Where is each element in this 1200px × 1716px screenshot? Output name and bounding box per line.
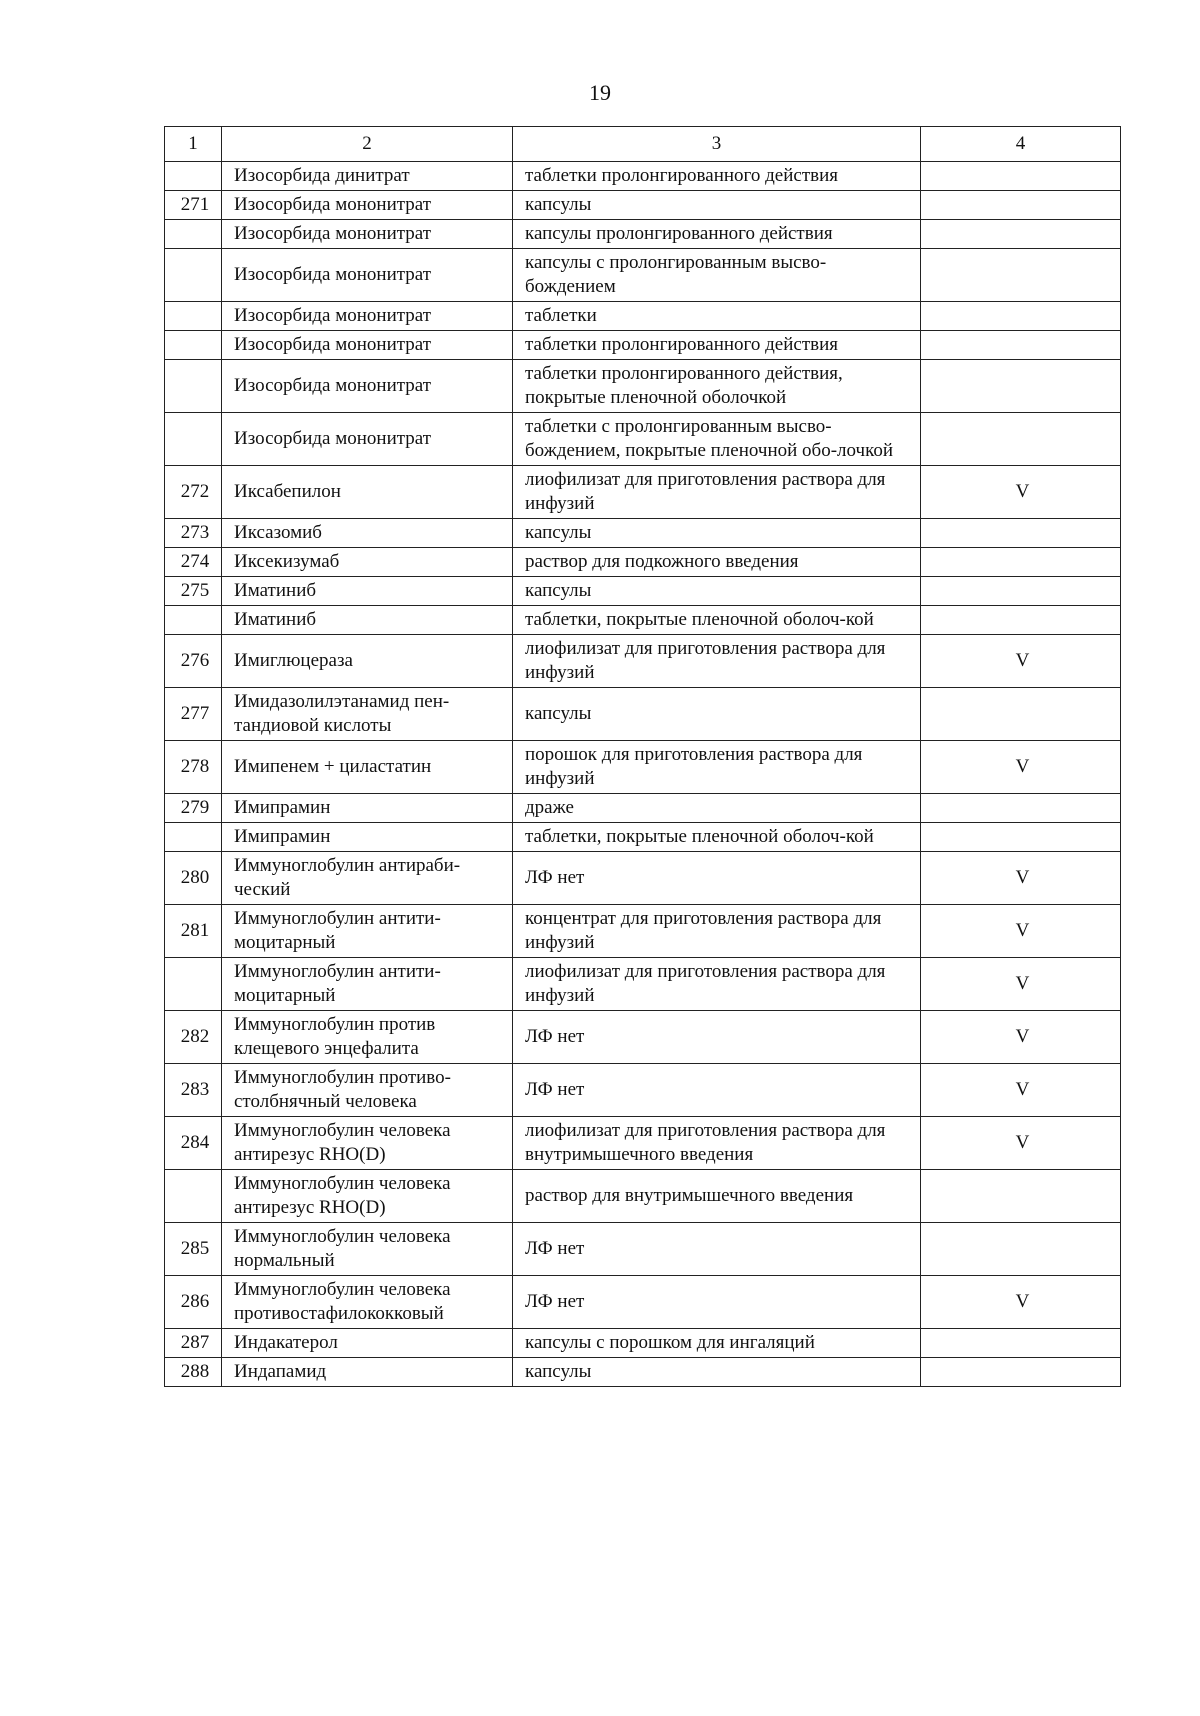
- table-row: [165, 1064, 1121, 1117]
- mark-cell: [921, 548, 1121, 577]
- drug-name: Индакатерол: [222, 1329, 513, 1358]
- dosage-form: драже: [513, 794, 921, 823]
- drug-name: Иксабепилон: [222, 466, 513, 519]
- table-row: [165, 958, 1121, 1011]
- mark-cell: [921, 331, 1121, 360]
- drug-name: Иматиниб: [222, 577, 513, 606]
- table-row: [165, 162, 1121, 191]
- dosage-form: капсулы с порошком для ингаляций: [513, 1329, 921, 1358]
- mark-cell: [921, 1329, 1121, 1358]
- table-row: [165, 191, 1121, 220]
- drug-name: Изосорбида мононитрат: [222, 191, 513, 220]
- dosage-form: ЛФ нет: [513, 1011, 921, 1064]
- dosage-form: капсулы пролонгированного действия: [513, 220, 921, 249]
- dosage-form: таблетки: [513, 302, 921, 331]
- mark-cell: [921, 360, 1121, 413]
- row-number: [165, 331, 222, 360]
- mark-cell: [921, 162, 1121, 191]
- dosage-form: капсулы: [513, 1358, 921, 1387]
- table-body: [165, 162, 1121, 1387]
- column-header: 1: [165, 127, 222, 162]
- table-row: [165, 577, 1121, 606]
- dosage-form: таблетки пролонгированного действия: [513, 162, 921, 191]
- column-header: 3: [513, 127, 921, 162]
- dosage-form: капсулы: [513, 519, 921, 548]
- row-number: [165, 302, 222, 331]
- drug-name: Изосорбида мононитрат: [222, 220, 513, 249]
- drug-name: Изосорбида мононитрат: [222, 249, 513, 302]
- row-number: 280: [165, 852, 222, 905]
- table-row: [165, 905, 1121, 958]
- dosage-form: ЛФ нет: [513, 1276, 921, 1329]
- dosage-form: раствор для подкожного введения: [513, 548, 921, 577]
- page-number: 19: [589, 80, 611, 105]
- dosage-form: лиофилизат для приготовления раствора для инфузий: [513, 958, 921, 1011]
- row-number: 283: [165, 1064, 222, 1117]
- row-number: 271: [165, 191, 222, 220]
- drug-name: Иматиниб: [222, 606, 513, 635]
- drug-name: Индапамид: [222, 1358, 513, 1387]
- row-number: [165, 958, 222, 1011]
- drug-name: Иксазомиб: [222, 519, 513, 548]
- drug-name: Иксекизумаб: [222, 548, 513, 577]
- table-row: [165, 1223, 1121, 1276]
- table-row: [165, 519, 1121, 548]
- table-row: [165, 688, 1121, 741]
- row-number: 278: [165, 741, 222, 794]
- row-number: [165, 1170, 222, 1223]
- drug-name: Изосорбида динитрат: [222, 162, 513, 191]
- drug-name: Иммуноглобулин антити-моцитарный: [222, 958, 513, 1011]
- table-row: [165, 823, 1121, 852]
- row-number: 272: [165, 466, 222, 519]
- dosage-form: капсулы: [513, 577, 921, 606]
- drug-name: Иммуноглобулин антити-моцитарный: [222, 905, 513, 958]
- mark-cell: [921, 220, 1121, 249]
- row-number: [165, 249, 222, 302]
- row-number: 284: [165, 1117, 222, 1170]
- mark-cell: [921, 302, 1121, 331]
- mark-cell: [921, 577, 1121, 606]
- drug-name: Изосорбида мононитрат: [222, 331, 513, 360]
- row-number: 279: [165, 794, 222, 823]
- drug-name: Имипенем + циластатин: [222, 741, 513, 794]
- table-row: [165, 413, 1121, 466]
- dosage-form: ЛФ нет: [513, 1223, 921, 1276]
- row-number: [165, 606, 222, 635]
- drug-name: Иммуноглобулин противо-столбнячный человека: [222, 1064, 513, 1117]
- mark-cell: [921, 413, 1121, 466]
- dosage-form: концентрат для приготовления раствора для инфузий: [513, 905, 921, 958]
- column-header: 4: [921, 127, 1121, 162]
- drug-name: Изосорбида мононитрат: [222, 360, 513, 413]
- row-number: 275: [165, 577, 222, 606]
- table-row: [165, 635, 1121, 688]
- mark-cell: [921, 191, 1121, 220]
- column-header: 2: [222, 127, 513, 162]
- table-row: [165, 331, 1121, 360]
- dosage-form: таблетки, покрытые пленочной оболоч-кой: [513, 823, 921, 852]
- mark-cell: [921, 1223, 1121, 1276]
- table-row: [165, 466, 1121, 519]
- row-number: 287: [165, 1329, 222, 1358]
- table-row: [165, 302, 1121, 331]
- table-row: [165, 360, 1121, 413]
- table-row: [165, 1358, 1121, 1387]
- mark-cell: [921, 688, 1121, 741]
- table-row: [165, 1329, 1121, 1358]
- dosage-form: капсулы с пролонгированным высво-бождением: [513, 249, 921, 302]
- table-row: [165, 548, 1121, 577]
- dosage-form: ЛФ нет: [513, 852, 921, 905]
- dosage-form: раствор для внутримышечного введения: [513, 1170, 921, 1223]
- row-number: 277: [165, 688, 222, 741]
- mark-cell: V: [921, 466, 1121, 519]
- drug-name: Имипрамин: [222, 823, 513, 852]
- row-number: 274: [165, 548, 222, 577]
- table-row: [165, 249, 1121, 302]
- drug-name: Иммуноглобулин человека антирезус RHO(D): [222, 1170, 513, 1223]
- mark-cell: [921, 823, 1121, 852]
- mark-cell: V: [921, 852, 1121, 905]
- table-row: [165, 1170, 1121, 1223]
- row-number: 273: [165, 519, 222, 548]
- table-row: [165, 741, 1121, 794]
- dosage-form: лиофилизат для приготовления раствора для внутримышечного введения: [513, 1117, 921, 1170]
- table-row: [165, 852, 1121, 905]
- mark-cell: V: [921, 1117, 1121, 1170]
- drug-name: Иммуноглобулин человека антирезус RHO(D): [222, 1117, 513, 1170]
- mark-cell: [921, 794, 1121, 823]
- mark-cell: [921, 1170, 1121, 1223]
- drug-name: Иммуноглобулин антираби-ческий: [222, 852, 513, 905]
- dosage-form: ЛФ нет: [513, 1064, 921, 1117]
- mark-cell: V: [921, 905, 1121, 958]
- table-row: [165, 794, 1121, 823]
- row-number: 288: [165, 1358, 222, 1387]
- dosage-form: таблетки, покрытые пленочной оболоч-кой: [513, 606, 921, 635]
- table-header-row: [165, 127, 1121, 162]
- mark-cell: V: [921, 635, 1121, 688]
- dosage-form: капсулы: [513, 688, 921, 741]
- mark-cell: [921, 1358, 1121, 1387]
- mark-cell: [921, 519, 1121, 548]
- mark-cell: V: [921, 1064, 1121, 1117]
- mark-cell: V: [921, 958, 1121, 1011]
- dosage-form: лиофилизат для приготовления раствора для инфузий: [513, 635, 921, 688]
- mark-cell: V: [921, 741, 1121, 794]
- row-number: 286: [165, 1276, 222, 1329]
- dosage-form: порошок для приготовления раствора для инфузий: [513, 741, 921, 794]
- drug-name: Иммуноглобулин человека противостафилококковый: [222, 1276, 513, 1329]
- mark-cell: [921, 606, 1121, 635]
- row-number: [165, 823, 222, 852]
- row-number: [165, 360, 222, 413]
- mark-cell: V: [921, 1011, 1121, 1064]
- table-row: [165, 1276, 1121, 1329]
- drug-table: [164, 126, 1121, 1387]
- row-number: [165, 220, 222, 249]
- row-number: [165, 413, 222, 466]
- row-number: 281: [165, 905, 222, 958]
- dosage-form: лиофилизат для приготовления раствора для инфузий: [513, 466, 921, 519]
- drug-name: Имиглюцераза: [222, 635, 513, 688]
- row-number: [165, 162, 222, 191]
- mark-cell: V: [921, 1276, 1121, 1329]
- drug-name: Иммуноглобулин против клещевого энцефалита: [222, 1011, 513, 1064]
- drug-name: Изосорбида мононитрат: [222, 302, 513, 331]
- drug-name: Изосорбида мононитрат: [222, 413, 513, 466]
- drug-name: Имидазолилэтанамид пен-тандиовой кислоты: [222, 688, 513, 741]
- dosage-form: таблетки пролонгированного действия: [513, 331, 921, 360]
- table-row: [165, 606, 1121, 635]
- dosage-form: таблетки с пролонгированным высво-бождением, покрытые пленочной обо-лочкой: [513, 413, 921, 466]
- drug-name: Имипрамин: [222, 794, 513, 823]
- row-number: 285: [165, 1223, 222, 1276]
- drug-name: Иммуноглобулин человека нормальный: [222, 1223, 513, 1276]
- table-row: [165, 220, 1121, 249]
- dosage-form: капсулы: [513, 191, 921, 220]
- dosage-form: таблетки пролонгированного действия, покрытые пленочной оболочкой: [513, 360, 921, 413]
- table-row: [165, 1117, 1121, 1170]
- mark-cell: [921, 249, 1121, 302]
- table-row: [165, 1011, 1121, 1064]
- row-number: 282: [165, 1011, 222, 1064]
- row-number: 276: [165, 635, 222, 688]
